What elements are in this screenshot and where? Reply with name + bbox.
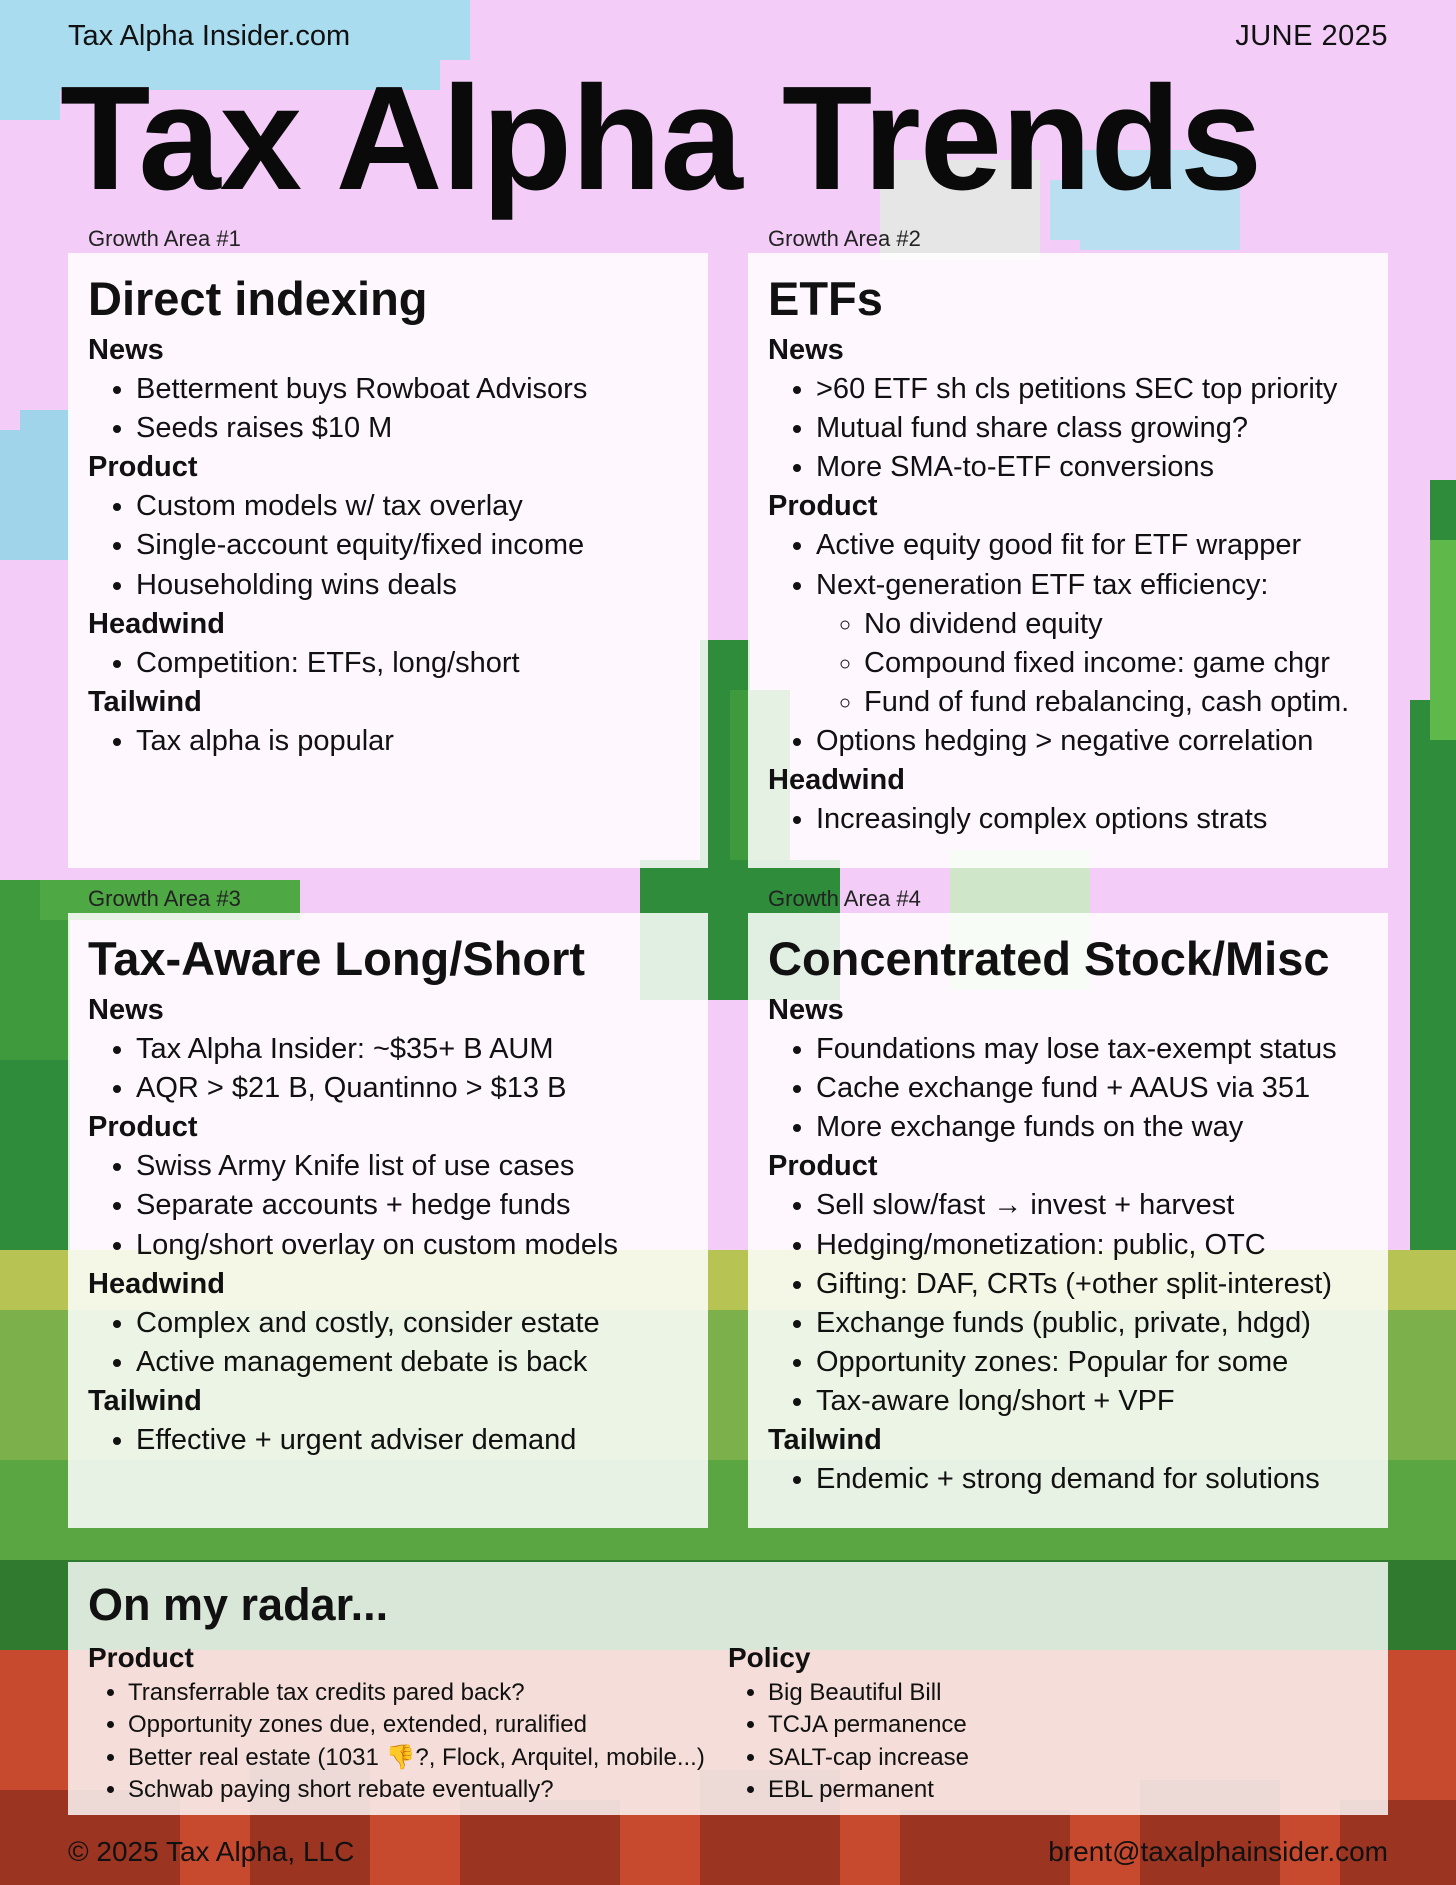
list-item: • Cache exchange fund + AAUS via 351 bbox=[816, 1069, 1368, 1108]
section-heading-news: News bbox=[88, 993, 164, 1026]
list-item: • Sell slow/fast → invest + harvest bbox=[816, 1186, 1368, 1225]
sub-list bbox=[816, 605, 1368, 722]
list-item: • Big Beautiful Bill bbox=[768, 1677, 1368, 1709]
news-list bbox=[768, 1030, 1368, 1147]
list-item: • Schwab paying short rebate eventually? bbox=[128, 1774, 728, 1806]
section-heading-policy: Policy bbox=[728, 1642, 811, 1674]
news-list bbox=[88, 1030, 688, 1108]
list-item: • Householding wins deals bbox=[136, 566, 688, 605]
radar-product-list bbox=[88, 1677, 728, 1807]
site-name: Tax Alpha Insider.com bbox=[68, 20, 351, 52]
radar-policy-list bbox=[728, 1677, 1368, 1807]
section-heading-product: Product bbox=[768, 490, 878, 523]
section-heading-news: News bbox=[768, 333, 844, 366]
list-item: • Transferrable tax credits pared back? bbox=[128, 1677, 728, 1709]
list-item: • Competition: ETFs, long/short bbox=[136, 644, 688, 683]
list-item: • Options hedging > negative correlation bbox=[816, 722, 1368, 761]
panel-etfs bbox=[748, 253, 1388, 868]
list-item: • Active management debate is back bbox=[136, 1343, 688, 1382]
list-item: • EBL permanent bbox=[768, 1774, 1368, 1806]
tailwind-list bbox=[88, 722, 688, 761]
list-item: • Better real estate (1031 👎?, Flock, Arquitel, mobile...) bbox=[128, 1742, 728, 1774]
product-list bbox=[88, 487, 688, 604]
footer-email-link[interactable]: brent@taxalphainsider.com bbox=[1048, 1836, 1388, 1867]
section-heading-tailwind: Tailwind bbox=[88, 1385, 202, 1418]
panel-title: Direct indexing bbox=[88, 272, 428, 325]
product-list bbox=[768, 526, 1368, 761]
section-heading-news: News bbox=[768, 993, 844, 1026]
list-item: • Foundations may lose tax-exempt status bbox=[816, 1030, 1368, 1069]
section-heading-product: Product bbox=[88, 451, 198, 484]
growth-area-3-label: Growth Area #3 bbox=[88, 886, 241, 911]
list-item: • Seeds raises $10 M bbox=[136, 409, 688, 448]
list-item: • Hedging/monetization: public, OTC bbox=[816, 1226, 1368, 1265]
growth-area-4-label: Growth Area #4 bbox=[768, 886, 921, 911]
list-item: • Tax Alpha Insider: ~$35+ B AUM bbox=[136, 1030, 688, 1069]
product-list bbox=[768, 1186, 1368, 1421]
list-item: • Long/short overlay on custom models bbox=[136, 1226, 688, 1265]
list-item: • Gifting: DAF, CRTs (+other split-interest) bbox=[816, 1265, 1368, 1304]
list-item: • TCJA permanence bbox=[768, 1709, 1368, 1741]
list-item: • More SMA-to-ETF conversions bbox=[816, 448, 1368, 487]
list-item: • Effective + urgent adviser demand bbox=[136, 1421, 688, 1460]
list-item: • Active equity good fit for ETF wrapper bbox=[816, 526, 1368, 565]
panel-title: Tax-Aware Long/Short bbox=[88, 932, 586, 985]
radar-column-product bbox=[88, 1639, 728, 1806]
list-item: • More exchange funds on the way bbox=[816, 1108, 1368, 1147]
panel-direct-indexing bbox=[68, 253, 708, 868]
sub-list-item: ◦ Fund of fund rebalancing, cash optim. bbox=[864, 683, 1368, 722]
radar-column-policy bbox=[728, 1639, 1368, 1806]
list-item: • Opportunity zones due, extended, ruralified bbox=[128, 1709, 728, 1741]
section-heading-product: Product bbox=[88, 1642, 194, 1674]
section-heading-product: Product bbox=[768, 1150, 878, 1183]
growth-area-1-label: Growth Area #1 bbox=[88, 226, 241, 251]
footer-copyright: © 2025 Tax Alpha, LLC bbox=[68, 1836, 355, 1867]
list-item: • >60 ETF sh cls petitions SEC top priority bbox=[816, 370, 1368, 409]
list-item: • Custom models w/ tax overlay bbox=[136, 487, 688, 526]
list-item: • SALT-cap increase bbox=[768, 1742, 1368, 1774]
list-item bbox=[816, 566, 1368, 723]
list-item: • Betterment buys Rowboat Advisors bbox=[136, 370, 688, 409]
headwind-list bbox=[768, 800, 1368, 839]
page-title: Tax Alpha Trends bbox=[60, 56, 1262, 221]
section-heading-tailwind: Tailwind bbox=[88, 685, 202, 718]
tailwind-list bbox=[88, 1421, 688, 1460]
list-item: • Complex and costly, consider estate bbox=[136, 1304, 688, 1343]
panel-title: ETFs bbox=[768, 272, 883, 325]
sub-list-item: ◦ Compound fixed income: game chgr bbox=[864, 644, 1368, 683]
panel-on-my-radar bbox=[68, 1562, 1388, 1815]
section-heading-headwind: Headwind bbox=[768, 764, 905, 797]
section-heading-headwind: Headwind bbox=[88, 1267, 225, 1300]
list-item: • Tax-aware long/short + VPF bbox=[816, 1382, 1368, 1421]
list-item: • AQR > $21 B, Quantinno > $13 B bbox=[136, 1069, 688, 1108]
list-item: • Swiss Army Knife list of use cases bbox=[136, 1147, 688, 1186]
list-item: • Single-account equity/fixed income bbox=[136, 526, 688, 565]
list-item: • Increasingly complex options strats bbox=[816, 800, 1368, 839]
headwind-list bbox=[88, 1304, 688, 1382]
panel-concentrated-stock bbox=[748, 913, 1388, 1528]
panel-title: Concentrated Stock/Misc bbox=[768, 932, 1330, 985]
list-item-text: Next-generation ETF tax efficiency: bbox=[816, 568, 1269, 601]
headwind-list bbox=[88, 644, 688, 683]
growth-area-2-label: Growth Area #2 bbox=[768, 226, 921, 251]
section-heading-product: Product bbox=[88, 1111, 198, 1144]
list-item: • Tax alpha is popular bbox=[136, 722, 688, 761]
section-heading-headwind: Headwind bbox=[88, 607, 225, 640]
sub-list-item: ◦ No dividend equity bbox=[864, 605, 1368, 644]
news-list bbox=[768, 370, 1368, 487]
tailwind-list bbox=[768, 1460, 1368, 1499]
radar-columns bbox=[88, 1639, 1368, 1806]
list-item: • Endemic + strong demand for solutions bbox=[816, 1460, 1368, 1499]
radar-title: On my radar... bbox=[88, 1579, 389, 1630]
issue-date: JUNE 2025 bbox=[1235, 20, 1388, 52]
section-heading-news: News bbox=[88, 333, 164, 366]
list-item: • Mutual fund share class growing? bbox=[816, 409, 1368, 448]
section-heading-tailwind: Tailwind bbox=[768, 1424, 882, 1457]
news-list bbox=[88, 370, 688, 448]
list-item: • Opportunity zones: Popular for some bbox=[816, 1343, 1368, 1382]
cloud-left bbox=[0, 410, 70, 560]
product-list bbox=[88, 1147, 688, 1264]
panel-tax-aware-long-short bbox=[68, 913, 708, 1528]
list-item: • Separate accounts + hedge funds bbox=[136, 1186, 688, 1225]
list-item: • Exchange funds (public, private, hdgd) bbox=[816, 1304, 1368, 1343]
